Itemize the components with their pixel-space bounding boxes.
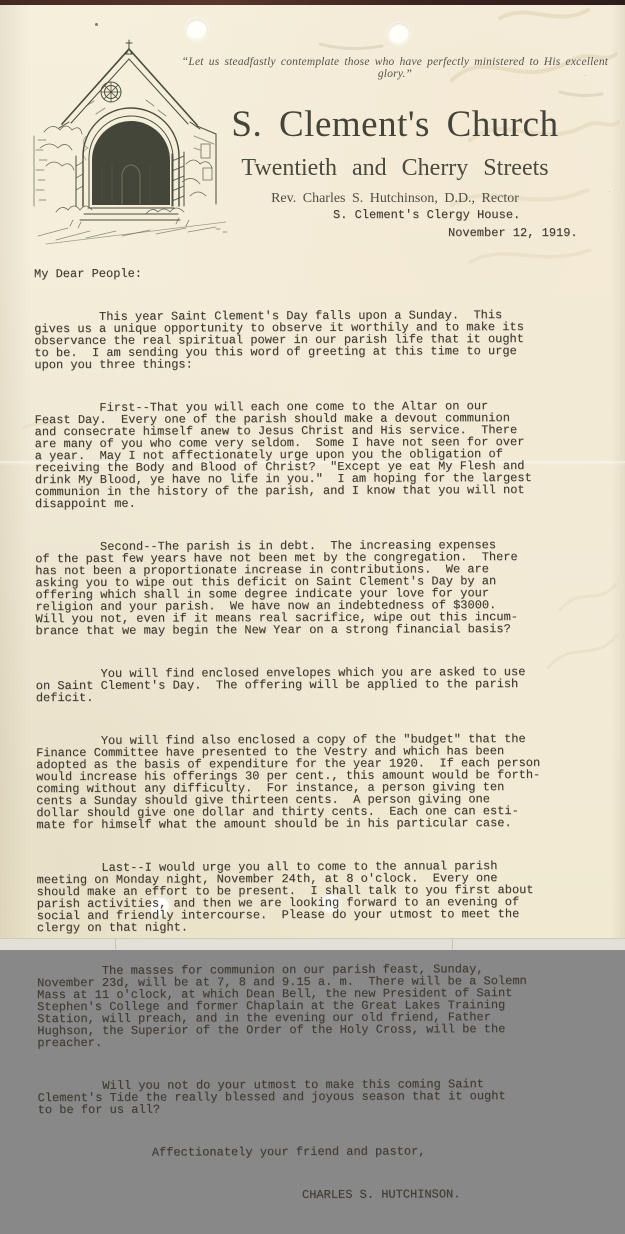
closing-line: Affectionately your friend and pastor, xyxy=(151,1144,426,1160)
street-address: Twentieth and Cherry Streets xyxy=(241,155,549,181)
letter-paragraph-2: First--That you will each one come to the Altar on our Feast Day. Every one of the parish should make a devout communion and consecrate himself anew to Jesus Christ and His service. There are many of you who come very seldom. Some I have not seen for over a year. May I not affectionately urge upon you the obligation of receiving the Body and Blood of Christ? "Except ye eat My Flesh and drink My Blood, ye have no life in you." I am hoping for the largest communion in the history of the parish, and I know that you will not disappoint me. xyxy=(34,399,532,512)
letter-paragraph-3: Second--The parish is in debt. The increasing expenses of the past few years have not been met by the congregation. There has not been a proportionate increase in contributions. We are asking you to wipe out this deficit on Saint Clement's Day by an offering which shall in some degree indicate your love for your religion and your parish. We have now an indebtedness of $3000. Will you not, even if it means real sacrifice, wipe out this incum- brance that we may begin the New Year on a strong financial basis? xyxy=(35,538,518,639)
letterhead xyxy=(180,56,610,207)
letter-paragraph-5: You will find also enclosed a copy of the "budget" that the Finance Committee have presented to the Vestry and which has been adopted as the basis of expenditure for the year 1920. If each person would increase his offerings 30 per cent., this amount would be forth- coming without any difficulty. For instance, a person giving ten cents a Sunday should give thirteen cents. A person giving one dollar should give one dollar and thirty cents. Each one can esti- mate for himself what the amount should be in his particular case. xyxy=(35,732,541,833)
church-name: S. Clement's Church xyxy=(231,104,559,145)
signature-line: CHARLES S. HUTCHINSON. xyxy=(301,1187,461,1202)
letterhead-motto: “Let us steadfastly contemplate those who have perfectly ministered to His excellent glory.” xyxy=(181,56,609,80)
letter-paragraph-7: The masses for communion on our parish feast, Sunday, November 23d, will be at 7, 8 and 9.15 a. m. There will be a Solemn Mass at 11 o'clock, at which Dean Bell, the new President of Saint Stephen's College and former Chaplain at the Great Lakes Training Station, will preach, and in the evening our old friend, Father Hughson, the Superior of the Order of the Holy Cross, will be the preacher. xyxy=(36,962,527,1051)
punch-hole-top-right xyxy=(388,23,410,45)
letter-paragraph-6: Last--I would urge you all to come to the annual parish meeting on Monday night, November 24th, at 8 o'clock. Every one should make an effort to be present. I shall talk to you first about parish activities, and then we are looking forward to an evening of social and friendly intercourse. Please do your utmost to meet the clergy on that night. xyxy=(36,859,534,936)
scan-edge-top xyxy=(0,0,625,5)
rector-line: Rev. Charles S. Hutchinson, D.D., Rector xyxy=(271,191,519,206)
clergy-house-line: S. Clement's Clergy House. xyxy=(333,208,521,222)
letter-paragraph-4: You will find enclosed envelopes which you are asked to use on Saint Clement's Day. The offering will be applied to the parish deficit. xyxy=(35,665,526,706)
letter-paragraph-1: This year Saint Clement's Day falls upon a Sunday. This gives us a unique opportunity to observe it worthily and to make its observance the real spiritual power in our parish life that it ought to be. I am sending you this word of greeting at this time to urge upon you three things: xyxy=(34,308,524,373)
date-line: November 12, 1919. xyxy=(448,226,578,240)
letter-body xyxy=(34,242,568,1233)
paper-speck xyxy=(95,23,98,26)
letter-paragraph-8: Will you not do your utmost to make this coming Saint Clement's Tide the really blessed and joyous season that it ought to be for us all? xyxy=(37,1077,506,1118)
salutation: My Dear People: xyxy=(33,266,143,282)
